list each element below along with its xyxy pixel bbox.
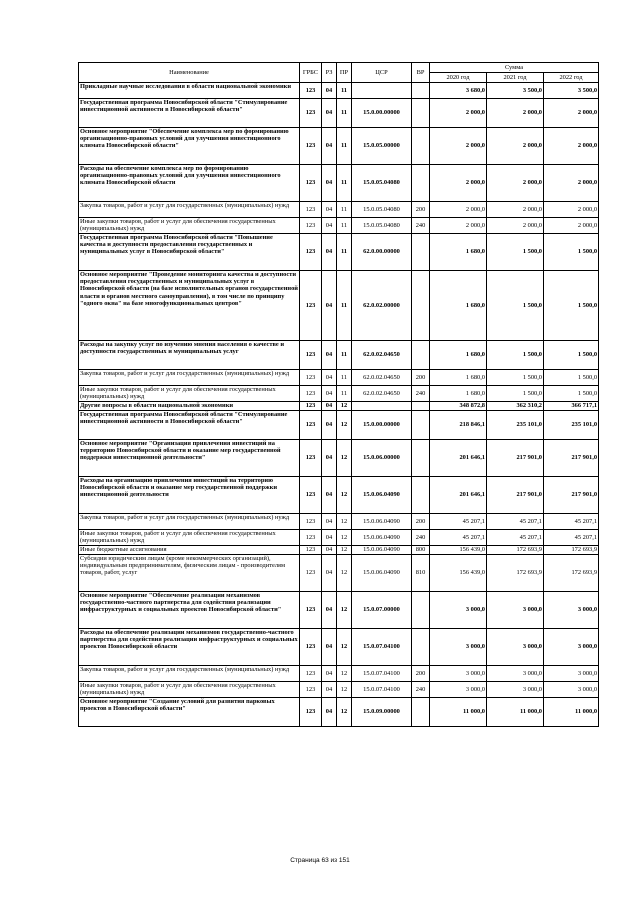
cell-grbs: 123 xyxy=(300,592,322,629)
cell-2021: 235 101,0 xyxy=(487,411,544,440)
cell-vr xyxy=(412,440,430,477)
col-vr-header: ВР xyxy=(412,63,430,83)
table-row xyxy=(79,218,599,234)
cell-vr: 240 xyxy=(412,218,430,234)
col-csr-header: ЦСР xyxy=(352,63,412,83)
cell-2020: 2 000,0 xyxy=(430,165,487,202)
cell-grbs: 123 xyxy=(300,128,322,165)
cell-name: Закупка товаров, работ и услуг для государственных (муниципальных) нужд xyxy=(79,666,300,682)
cell-rz: 04 xyxy=(322,341,337,370)
table-row xyxy=(79,386,599,402)
table-row xyxy=(79,128,599,165)
cell-vr xyxy=(412,83,430,99)
cell-grbs: 123 xyxy=(300,83,322,99)
cell-rz: 04 xyxy=(322,666,337,682)
cell-csr: 15.0.06.04090 xyxy=(352,477,412,514)
table-row xyxy=(79,514,599,530)
cell-grbs: 123 xyxy=(300,629,322,666)
cell-2021: 172 693,9 xyxy=(487,555,544,592)
cell-pr: 11 xyxy=(337,218,352,234)
col-year-2020-header: 2020 год xyxy=(430,73,487,83)
cell-name: Закупка товаров, работ и услуг для государственных (муниципальных) нужд xyxy=(79,514,300,530)
cell-csr: 15.0.06.04090 xyxy=(352,514,412,530)
cell-name: Иные закупки товаров, работ и услуг для обеспечения государственных (муниципальных) нужд xyxy=(79,386,300,402)
cell-vr: 200 xyxy=(412,202,430,218)
cell-vr xyxy=(412,99,430,128)
cell-pr: 11 xyxy=(337,271,352,341)
cell-csr: 15.0.06.04090 xyxy=(352,555,412,592)
cell-pr: 12 xyxy=(337,402,352,411)
table-row xyxy=(79,411,599,440)
cell-name: Другие вопросы в области национальной экономики xyxy=(79,402,300,411)
cell-pr: 12 xyxy=(337,666,352,682)
cell-rz: 04 xyxy=(322,682,337,698)
cell-rz: 04 xyxy=(322,402,337,411)
table-row xyxy=(79,666,599,682)
col-rz-header: РЗ xyxy=(322,63,337,83)
cell-csr: 15.0.05.04080 xyxy=(352,165,412,202)
cell-csr: 15.0.07.04100 xyxy=(352,682,412,698)
cell-2020: 156 439,0 xyxy=(430,555,487,592)
cell-name: Расходы на обеспечение реализации механизмов государственно-частного партнерства для содействия реализации инфраструктурных и социальных проектов Новосибирской области xyxy=(79,629,300,666)
cell-2022: 3 500,0 xyxy=(544,83,599,99)
cell-2021: 217 901,0 xyxy=(487,440,544,477)
cell-vr: 200 xyxy=(412,514,430,530)
cell-2022: 1 500,0 xyxy=(544,271,599,341)
cell-csr: 15.0.09.00000 xyxy=(352,698,412,727)
cell-csr: 15.0.05.00000 xyxy=(352,128,412,165)
cell-grbs: 123 xyxy=(300,698,322,727)
cell-2022: 3 000,0 xyxy=(544,629,599,666)
col-year-2021-header: 2021 год xyxy=(487,73,544,83)
cell-csr: 62.0.02.04650 xyxy=(352,370,412,386)
cell-grbs: 123 xyxy=(300,234,322,271)
table-row xyxy=(79,202,599,218)
cell-2021: 1 500,0 xyxy=(487,341,544,370)
cell-grbs: 123 xyxy=(300,682,322,698)
cell-vr: 240 xyxy=(412,530,430,546)
cell-pr: 12 xyxy=(337,592,352,629)
cell-name: Основное мероприятие "Обеспечение комплекса мер по формированию организационно-правовых условий для улучшения инвестиционного климата Новосибирской области" xyxy=(79,128,300,165)
cell-2022: 45 207,1 xyxy=(544,514,599,530)
cell-vr: 800 xyxy=(412,546,430,555)
cell-grbs: 123 xyxy=(300,271,322,341)
cell-rz: 04 xyxy=(322,698,337,727)
cell-2021: 3 000,0 xyxy=(487,682,544,698)
cell-csr: 15.0.00.00000 xyxy=(352,411,412,440)
cell-2020: 1 680,0 xyxy=(430,370,487,386)
cell-vr xyxy=(412,341,430,370)
cell-grbs: 123 xyxy=(300,218,322,234)
cell-rz: 04 xyxy=(322,530,337,546)
table-row xyxy=(79,440,599,477)
cell-vr xyxy=(412,402,430,411)
cell-2020: 348 872,8 xyxy=(430,402,487,411)
cell-rz: 04 xyxy=(322,128,337,165)
cell-2020: 1 680,0 xyxy=(430,341,487,370)
cell-2022: 366 717,1 xyxy=(544,402,599,411)
cell-rz: 04 xyxy=(322,202,337,218)
cell-2022: 3 000,0 xyxy=(544,682,599,698)
cell-pr: 11 xyxy=(337,99,352,128)
cell-vr: 200 xyxy=(412,666,430,682)
table-row xyxy=(79,592,599,629)
cell-2021: 1 500,0 xyxy=(487,271,544,341)
cell-2020: 1 680,0 xyxy=(430,234,487,271)
cell-2022: 1 500,0 xyxy=(544,370,599,386)
cell-csr: 62.0.00.00000 xyxy=(352,234,412,271)
cell-2022: 1 500,0 xyxy=(544,341,599,370)
cell-csr: 15.0.05.04080 xyxy=(352,218,412,234)
cell-grbs: 123 xyxy=(300,477,322,514)
cell-2020: 2 000,0 xyxy=(430,202,487,218)
cell-pr: 12 xyxy=(337,530,352,546)
cell-pr: 11 xyxy=(337,128,352,165)
cell-pr: 12 xyxy=(337,477,352,514)
page-number: Страница 63 из 151 xyxy=(290,857,350,864)
cell-grbs: 123 xyxy=(300,202,322,218)
table-row xyxy=(79,402,599,411)
cell-2021: 2 000,0 xyxy=(487,128,544,165)
cell-rz: 04 xyxy=(322,271,337,341)
cell-grbs: 123 xyxy=(300,341,322,370)
cell-2020: 2 000,0 xyxy=(430,218,487,234)
cell-2022: 2 000,0 xyxy=(544,128,599,165)
cell-csr: 62.0.02.04650 xyxy=(352,386,412,402)
cell-2021: 2 000,0 xyxy=(487,202,544,218)
cell-2021: 217 901,0 xyxy=(487,477,544,514)
cell-name: Закупка товаров, работ и услуг для государственных (муниципальных) нужд xyxy=(79,202,300,218)
cell-2021: 2 000,0 xyxy=(487,218,544,234)
cell-vr: 240 xyxy=(412,386,430,402)
table-body xyxy=(79,83,599,727)
cell-csr xyxy=(352,402,412,411)
cell-name: Иные закупки товаров, работ и услуг для обеспечения государственных (муниципальных) нужд xyxy=(79,682,300,698)
cell-rz: 04 xyxy=(322,629,337,666)
cell-grbs: 123 xyxy=(300,402,322,411)
cell-rz: 04 xyxy=(322,592,337,629)
cell-2022: 1 500,0 xyxy=(544,234,599,271)
cell-grbs: 123 xyxy=(300,546,322,555)
cell-name: Иные закупки товаров, работ и услуг для обеспечения государственных (муниципальных) нужд xyxy=(79,530,300,546)
cell-2021: 3 000,0 xyxy=(487,629,544,666)
cell-csr: 15.0.06.04090 xyxy=(352,546,412,555)
cell-2021: 1 500,0 xyxy=(487,386,544,402)
cell-pr: 12 xyxy=(337,514,352,530)
cell-2020: 3 000,0 xyxy=(430,682,487,698)
cell-name: Иные бюджетные ассигнования xyxy=(79,546,300,555)
cell-2021: 45 207,1 xyxy=(487,514,544,530)
cell-vr: 200 xyxy=(412,370,430,386)
cell-2021: 11 000,0 xyxy=(487,698,544,727)
table-row xyxy=(79,271,599,341)
cell-csr: 62.0.02.00000 xyxy=(352,271,412,341)
cell-vr xyxy=(412,234,430,271)
cell-rz: 04 xyxy=(322,555,337,592)
cell-name: Иные закупки товаров, работ и услуг для обеспечения государственных (муниципальных) нужд xyxy=(79,218,300,234)
cell-vr xyxy=(412,411,430,440)
cell-2022: 2 000,0 xyxy=(544,218,599,234)
cell-2022: 172 693,9 xyxy=(544,555,599,592)
table-row xyxy=(79,546,599,555)
table-row xyxy=(79,477,599,514)
cell-rz: 04 xyxy=(322,83,337,99)
cell-pr: 12 xyxy=(337,698,352,727)
cell-pr: 11 xyxy=(337,83,352,99)
cell-name: Субсидии юридическим лицам (кроме некоммерческих организаций), индивидуальным предпринимателям, физическим лицам - производителям товаров, работ, услуг xyxy=(79,555,300,592)
cell-2022: 11 000,0 xyxy=(544,698,599,727)
cell-2020: 1 680,0 xyxy=(430,386,487,402)
cell-rz: 04 xyxy=(322,370,337,386)
cell-vr: 240 xyxy=(412,682,430,698)
cell-name: Расходы на закупку услуг по изучению мнения населения о качестве и доступности государственных и муниципальных услуг xyxy=(79,341,300,370)
cell-vr: 810 xyxy=(412,555,430,592)
table-row xyxy=(79,165,599,202)
table-row xyxy=(79,698,599,727)
cell-grbs: 123 xyxy=(300,514,322,530)
cell-grbs: 123 xyxy=(300,386,322,402)
cell-2021: 172 693,9 xyxy=(487,546,544,555)
col-pr-header: ПР xyxy=(337,63,352,83)
cell-2020: 1 680,0 xyxy=(430,271,487,341)
cell-rz: 04 xyxy=(322,514,337,530)
cell-csr xyxy=(352,83,412,99)
cell-2022: 2 000,0 xyxy=(544,165,599,202)
table-row xyxy=(79,341,599,370)
col-grbs-header: ГРБС xyxy=(300,63,322,83)
cell-2022: 2 000,0 xyxy=(544,99,599,128)
cell-rz: 04 xyxy=(322,218,337,234)
cell-2022: 172 693,9 xyxy=(544,546,599,555)
cell-csr: 15.0.06.00000 xyxy=(352,440,412,477)
cell-pr: 11 xyxy=(337,386,352,402)
cell-2021: 1 500,0 xyxy=(487,370,544,386)
cell-2020: 45 207,1 xyxy=(430,530,487,546)
cell-rz: 04 xyxy=(322,440,337,477)
table-row xyxy=(79,682,599,698)
cell-name: Расходы на обеспечение комплекса мер по формированию организационно-правовых условий для улучшения инвестиционного климата Новосибирской области xyxy=(79,165,300,202)
cell-name: Государственная программа Новосибирской области "Стимулирование инвестиционной активности в Новосибирской области" xyxy=(79,411,300,440)
cell-pr: 11 xyxy=(337,370,352,386)
budget-table xyxy=(78,62,599,727)
cell-grbs: 123 xyxy=(300,530,322,546)
cell-2021: 2 000,0 xyxy=(487,165,544,202)
cell-2022: 3 000,0 xyxy=(544,592,599,629)
cell-2020: 2 000,0 xyxy=(430,99,487,128)
cell-vr xyxy=(412,629,430,666)
cell-2022: 45 207,1 xyxy=(544,530,599,546)
table-row xyxy=(79,370,599,386)
cell-name: Расходы на организацию привлечения инвестиций на территорию Новосибирской области и оказание мер государственной поддержки инвестиционной деятельности xyxy=(79,477,300,514)
cell-2020: 201 646,1 xyxy=(430,440,487,477)
cell-2022: 217 901,0 xyxy=(544,477,599,514)
table-header xyxy=(79,63,599,83)
cell-2022: 217 901,0 xyxy=(544,440,599,477)
cell-name: Прикладные научные исследования в области национальной экономики xyxy=(79,83,300,99)
cell-name: Государственная программа Новосибирской области "Стимулирование инвестиционной активности в Новосибирской области" xyxy=(79,99,300,128)
cell-grbs: 123 xyxy=(300,411,322,440)
cell-pr: 12 xyxy=(337,682,352,698)
cell-2020: 201 646,1 xyxy=(430,477,487,514)
cell-grbs: 123 xyxy=(300,370,322,386)
cell-rz: 04 xyxy=(322,411,337,440)
table-row xyxy=(79,234,599,271)
cell-rz: 04 xyxy=(322,477,337,514)
table-row xyxy=(79,530,599,546)
cell-pr: 12 xyxy=(337,411,352,440)
cell-csr: 15.0.05.04080 xyxy=(352,202,412,218)
cell-2021: 45 207,1 xyxy=(487,530,544,546)
cell-2020: 3 000,0 xyxy=(430,666,487,682)
cell-rz: 04 xyxy=(322,386,337,402)
cell-rz: 04 xyxy=(322,546,337,555)
table-row xyxy=(79,99,599,128)
cell-2021: 3 000,0 xyxy=(487,592,544,629)
cell-name: Закупка товаров, работ и услуг для государственных (муниципальных) нужд xyxy=(79,370,300,386)
cell-2021: 3 500,0 xyxy=(487,83,544,99)
cell-2021: 3 000,0 xyxy=(487,666,544,682)
cell-name: Государственная программа Новосибирской области "Повышение качества и доступности предоставления государственных и муниципальных услуг в Новосибирской области" xyxy=(79,234,300,271)
cell-pr: 12 xyxy=(337,629,352,666)
cell-pr: 11 xyxy=(337,165,352,202)
cell-2021: 362 310,2 xyxy=(487,402,544,411)
cell-2020: 45 207,1 xyxy=(430,514,487,530)
cell-2020: 3 680,0 xyxy=(430,83,487,99)
col-sum-header: Сумма xyxy=(430,63,599,73)
cell-2022: 1 500,0 xyxy=(544,386,599,402)
cell-csr: 15.0.06.04090 xyxy=(352,530,412,546)
table-row xyxy=(79,555,599,592)
cell-2022: 235 101,0 xyxy=(544,411,599,440)
table-row xyxy=(79,629,599,666)
cell-csr: 15.0.07.04100 xyxy=(352,629,412,666)
cell-name: Основное мероприятие "Организация привлечения инвестиций на территорию Новосибирской области и оказание мер государственной поддержки инвестиционной деятельности" xyxy=(79,440,300,477)
cell-vr xyxy=(412,165,430,202)
col-year-2022-header: 2022 год xyxy=(544,73,599,83)
cell-name: Основное мероприятие "Обеспечение реализации механизмов государственно-частного партнерства для содействия реализации инфраструктурных и социальных проектов Новосибирской области" xyxy=(79,592,300,629)
cell-2020: 2 000,0 xyxy=(430,128,487,165)
table-row xyxy=(79,83,599,99)
cell-grbs: 123 xyxy=(300,440,322,477)
cell-2020: 11 000,0 xyxy=(430,698,487,727)
cell-rz: 04 xyxy=(322,99,337,128)
cell-csr: 15.0.07.00000 xyxy=(352,592,412,629)
cell-grbs: 123 xyxy=(300,555,322,592)
cell-2022: 2 000,0 xyxy=(544,202,599,218)
cell-pr: 12 xyxy=(337,555,352,592)
cell-rz: 04 xyxy=(322,165,337,202)
cell-vr xyxy=(412,128,430,165)
cell-2021: 2 000,0 xyxy=(487,99,544,128)
cell-pr: 11 xyxy=(337,234,352,271)
cell-2022: 3 000,0 xyxy=(544,666,599,682)
cell-2020: 156 439,0 xyxy=(430,546,487,555)
cell-csr: 62.0.02.04650 xyxy=(352,341,412,370)
cell-grbs: 123 xyxy=(300,165,322,202)
col-name-header: Наименование xyxy=(79,63,300,83)
cell-pr: 11 xyxy=(337,202,352,218)
cell-name: Основное мероприятие "Создание условий для развития парковых проектов в Новосибирской области" xyxy=(79,698,300,727)
cell-grbs: 123 xyxy=(300,666,322,682)
cell-rz: 04 xyxy=(322,234,337,271)
cell-csr: 15.0.00.00000 xyxy=(352,99,412,128)
cell-grbs: 123 xyxy=(300,99,322,128)
cell-2020: 3 000,0 xyxy=(430,629,487,666)
cell-pr: 12 xyxy=(337,440,352,477)
cell-vr xyxy=(412,271,430,341)
cell-vr xyxy=(412,477,430,514)
cell-2021: 1 500,0 xyxy=(487,234,544,271)
cell-vr xyxy=(412,698,430,727)
cell-vr xyxy=(412,592,430,629)
cell-pr: 12 xyxy=(337,546,352,555)
cell-csr: 15.0.07.04100 xyxy=(352,666,412,682)
cell-2020: 3 000,0 xyxy=(430,592,487,629)
cell-2020: 218 846,1 xyxy=(430,411,487,440)
cell-pr: 11 xyxy=(337,341,352,370)
cell-name: Основное мероприятие "Проведение мониторинга качества и доступности предоставления государственных и муниципальных услуг в Новосибирской области (на базе исполнительных органов государственной власти и органов местного самоуправления), в том числе по принципу "одного окна" на базе многофункциональных центров" xyxy=(79,271,300,341)
